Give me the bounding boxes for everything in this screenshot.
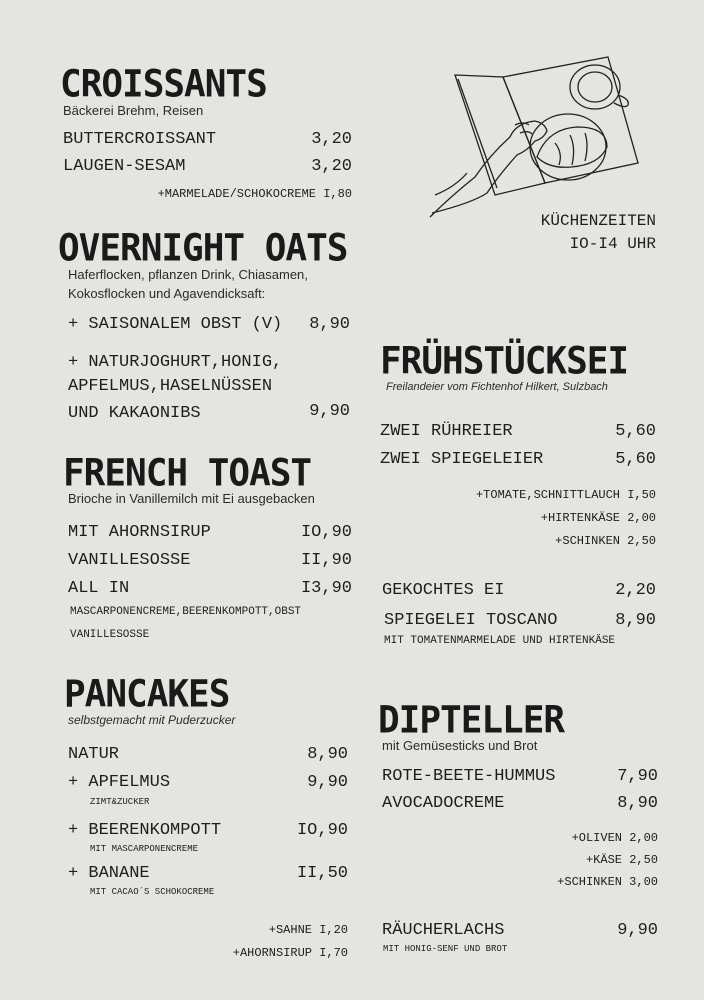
addon-text: +OLIVEN 2,00 [571, 831, 658, 845]
toast-title: FRENCH TOAST [63, 451, 312, 495]
addon-text: +SCHINKEN 2,50 [555, 534, 656, 548]
menu-item-name: + BEERENKOMPOTT [68, 821, 222, 840]
menu-item-note: ZIMT&ZUCKER [90, 797, 150, 807]
menu-item-price: 9,90 [307, 773, 348, 792]
menu-item-name-line1: + NATURJOGHURT,HONIG, [68, 353, 283, 372]
addon-text: +TOMATE,SCHNITTLAUCH I,50 [475, 488, 656, 502]
menu-item-price: 8,90 [617, 794, 658, 813]
menu-item-name: SPIEGELEI TOSCANO [384, 611, 558, 630]
menu-item-name: + SAISONALEM OBST (V) [68, 315, 283, 334]
oats-subtitle-line1: Haferflocken, pflanzen Drink, Chiasamen, [68, 267, 308, 282]
menu-item-name: ROTE-BEETE-HUMMUS [382, 767, 556, 786]
menu-item-name: BUTTERCROISSANT [63, 130, 217, 149]
menu-item-price: 5,60 [615, 450, 656, 469]
addon-text: +SAHNE I,20 [268, 923, 348, 937]
menu-item-price: 9,90 [617, 921, 658, 940]
menu-item-price: 5,60 [615, 422, 656, 441]
menu-item-price: 3,20 [311, 130, 352, 149]
menu-item-price: 8,90 [309, 315, 350, 334]
oats-subtitle-line2: Kokosflocken und Agavendicksaft: [68, 286, 266, 301]
menu-item-name: ZWEI SPIEGELEIER [380, 450, 544, 469]
menu-item-price: 8,90 [615, 611, 656, 630]
menu-item-price: II,90 [300, 551, 352, 570]
kitchen-hours-label: KÜCHENZEITEN [540, 212, 656, 230]
croissants-subtitle: Bäckerei Brehm, Reisen [63, 103, 204, 118]
menu-item-note: MASCARPONENCREME,BEERENKOMPOTT,OBST [70, 606, 302, 618]
menu-item-price: II,50 [296, 864, 348, 883]
dips-subtitle: mit Gemüsesticks und Brot [382, 738, 538, 753]
menu-item-price: 7,90 [617, 767, 658, 786]
menu-item-name: + APFELMUS [68, 773, 171, 792]
breakfast-illustration-icon [425, 55, 645, 225]
eggs-subtitle: Freilandeier vom Fichtenhof Hilkert, Sulzbach [386, 381, 608, 393]
addon-text: +KÄSE 2,50 [585, 853, 658, 867]
menu-item-name: + BANANE [68, 864, 150, 883]
menu-item-name: RÄUCHERLACHS [382, 921, 505, 940]
menu-item-price: I3,90 [300, 579, 352, 598]
menu-item-name: GEKOCHTES EI [382, 581, 505, 600]
addon-text: +SCHINKEN 3,00 [557, 875, 658, 889]
addon-text: +AHORNSIRUP I,70 [232, 946, 348, 960]
menu-item-name: LAUGEN-SESAM [63, 157, 186, 176]
menu-item-price: 3,20 [311, 157, 352, 176]
menu-item-name-line2: APFELMUS,HASELNÜSSEN [68, 377, 273, 396]
menu-item-note: VANILLESOSSE [70, 629, 150, 641]
menu-item-price: 8,90 [307, 745, 348, 764]
menu-item-name: MIT AHORNSIRUP [68, 523, 211, 542]
eggs-title: FRÜHSTÜCKSEI [380, 339, 629, 383]
menu-item-price: 9,90 [309, 402, 350, 421]
addon-text: +MARMELADE/SCHOKOCREME I,80 [157, 187, 352, 201]
menu-item-price: 2,20 [615, 581, 656, 600]
oats-title: OVERNIGHT OATS [58, 226, 348, 270]
menu-item-note: MIT HONIG-SENF UND BROT [383, 944, 508, 954]
kitchen-hours-value: IO-I4 UHR [569, 235, 656, 253]
menu-item-name: ALL IN [68, 579, 130, 598]
menu-item-note: MIT MASCARPONENCREME [90, 844, 199, 854]
menu-item-name: VANILLESOSSE [68, 551, 191, 570]
toast-subtitle: Brioche in Vanillemilch mit Ei ausgebacken [68, 491, 315, 506]
menu-item-price: IO,90 [296, 821, 348, 840]
menu-item-name: AVOCADOCREME [382, 794, 505, 813]
croissants-title: CROISSANTS [60, 62, 267, 106]
dips-title: DIPTELLER [378, 698, 565, 742]
addon-text: +HIRTENKÄSE 2,00 [540, 511, 656, 525]
menu-item-name: ZWEI RÜHREIER [380, 422, 513, 441]
menu-item-note: MIT CACAO´S SCHOKOCREME [90, 887, 215, 897]
menu-item-name: NATUR [68, 745, 120, 764]
menu-item-price: IO,90 [300, 523, 352, 542]
pancakes-subtitle: selbstgemacht mit Puderzucker [68, 713, 236, 727]
menu-item-name-line3: UND KAKAONIBS [68, 404, 201, 423]
pancakes-title: PANCAKES [64, 672, 230, 716]
menu-item-note: MIT TOMATENMARMELADE UND HIRTENKÄSE [384, 635, 616, 647]
